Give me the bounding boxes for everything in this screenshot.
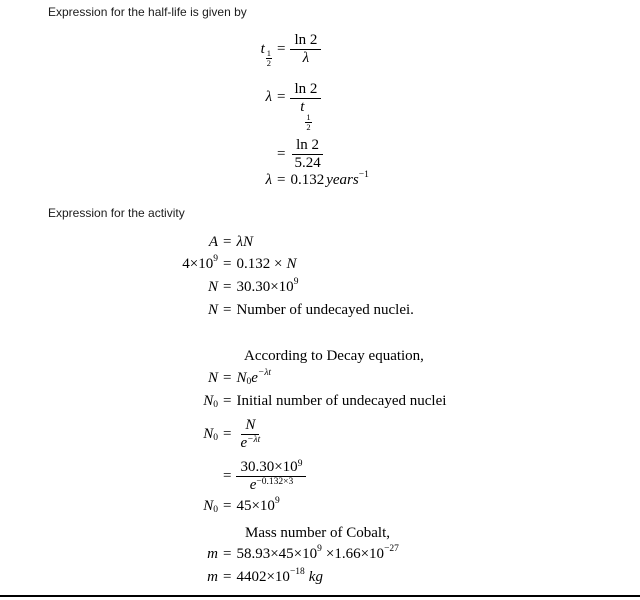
- equals-sign: =: [223, 498, 232, 514]
- exponent: 9: [317, 543, 322, 554]
- equals-sign: =: [277, 88, 286, 105]
- fraction-numerator: ln 2: [290, 81, 321, 99]
- subscript-zero: 0: [213, 433, 218, 443]
- var-N0: N: [236, 370, 247, 386]
- eq-rhs: [218, 459, 306, 495]
- fraction-denominator: [236, 435, 264, 452]
- exponent-lambda-t: −λt: [257, 367, 272, 378]
- result-value: 0.132: [290, 172, 325, 188]
- eq-lhs: [150, 498, 218, 515]
- equals-sign: =: [277, 41, 286, 58]
- fraction-numerator-N: N: [241, 417, 259, 435]
- equals-sign: =: [223, 234, 232, 250]
- eq-rhs: [218, 302, 414, 319]
- var-N0: N: [203, 498, 214, 514]
- eq-lhs: [150, 426, 218, 443]
- exponent: 9: [297, 459, 303, 469]
- half-subscript-denominator: 2: [306, 122, 311, 133]
- subscript-zero: 0: [213, 399, 218, 410]
- fraction-denominator-value: 5.24: [294, 155, 321, 172]
- half-subscript-numerator: 1: [306, 112, 311, 123]
- eq-N-value: [150, 276, 299, 296]
- exponent: 9: [213, 253, 218, 264]
- var-lambda-N: λN: [236, 234, 253, 250]
- subscript-zero: 0: [213, 504, 218, 515]
- eq-mass-value: [150, 566, 323, 586]
- mass-value: 4402×10: [236, 569, 290, 585]
- eq-rhs: [218, 566, 323, 586]
- eq-rhs: [218, 417, 264, 453]
- eq-lhs: [150, 279, 218, 296]
- exponent: −1: [358, 169, 369, 180]
- fraction: [236, 459, 306, 495]
- eq-lhs: [160, 40, 272, 69]
- eq-lhs: [150, 569, 218, 586]
- exponent: 9: [274, 495, 280, 506]
- exponent-numeric: −0.132×3: [256, 477, 294, 488]
- eq-lhs: [150, 302, 218, 319]
- eq-rhs: [272, 169, 369, 189]
- eq-rhs: [272, 32, 321, 68]
- var-N: N: [207, 302, 218, 318]
- equals-sign: =: [223, 393, 232, 409]
- eq-N0-meaning: [150, 393, 446, 410]
- fraction-denominator-thalf: [296, 99, 315, 133]
- equals-sign: =: [277, 172, 286, 188]
- eq-thalf-definition: [160, 32, 321, 68]
- equals-sign: =: [223, 279, 232, 295]
- var-lambda: λ: [265, 172, 272, 188]
- fraction: [290, 137, 324, 173]
- half-subscript-numerator: 1: [266, 48, 271, 59]
- eq-lambda-value: [160, 169, 369, 189]
- eq-rhs: [272, 76, 321, 133]
- var-e: e: [251, 370, 258, 386]
- caption-mass-number: Mass number of Cobalt,: [245, 525, 390, 541]
- eq-N0-substitution: [150, 459, 306, 495]
- fraction: [290, 81, 321, 133]
- equals-sign: =: [223, 426, 232, 443]
- eq-lambda-definition: [160, 76, 321, 133]
- eq-mass-calculation: [150, 543, 399, 563]
- eq-rhs: [218, 367, 272, 387]
- eq-activity-substitution: [150, 253, 297, 273]
- half-subscript: [266, 49, 272, 68]
- mass-factors-2: ×1.66×10: [325, 546, 385, 562]
- equals-sign: =: [223, 468, 232, 485]
- fraction: [236, 417, 264, 453]
- eq-lhs: [150, 234, 218, 251]
- mass-factors-1: 58.93×45×10: [236, 546, 318, 562]
- eq-rhs: [218, 543, 399, 563]
- eq-N0-definition: [150, 417, 264, 453]
- coefficient: 0.132 ×: [236, 256, 283, 272]
- fraction-denominator-lambda: λ: [302, 50, 310, 67]
- eq-lambda-substitution: [160, 137, 325, 173]
- fraction-numerator: [236, 459, 306, 477]
- var-N: N: [286, 256, 297, 272]
- eq-rhs: [272, 137, 325, 173]
- equals-sign: =: [223, 569, 232, 585]
- heading-half-life: Expression for the half-life is given by: [48, 5, 247, 19]
- fraction-numerator: ln 2: [292, 137, 323, 155]
- eq-activity-definition: [150, 234, 253, 251]
- equals-sign: =: [223, 256, 232, 272]
- eq-rhs: [218, 276, 299, 296]
- fraction-numerator: ln 2: [290, 32, 321, 50]
- heading-activity: Expression for the activity: [48, 206, 185, 220]
- eq-decay-law: [150, 367, 272, 387]
- eq-lhs: [150, 393, 218, 410]
- unit-kg: kg: [308, 569, 323, 585]
- eq-N-meaning: [150, 302, 414, 319]
- var-N0: N: [203, 426, 214, 443]
- var-N: N: [207, 279, 218, 295]
- N0-value: 45×10: [236, 498, 275, 514]
- fraction: [290, 32, 321, 68]
- subscript-zero: 0: [246, 376, 252, 387]
- fraction-denominator: [246, 477, 298, 494]
- exponent-lambda-t: −λt: [247, 435, 261, 446]
- eq-rhs: [218, 495, 280, 515]
- var-e: e: [249, 477, 257, 494]
- eq-lhs: [160, 89, 272, 106]
- var-A: A: [208, 234, 218, 250]
- eq-lhs: [150, 546, 218, 563]
- eq-rhs: [218, 393, 446, 410]
- eq-rhs: [218, 256, 296, 273]
- var-lambda: λ: [265, 88, 272, 105]
- var-N0: N: [203, 393, 214, 409]
- N-description: Number of undecayed nuclei.: [236, 302, 414, 318]
- eq-N0-value: [150, 495, 280, 515]
- half-subscript-denominator: 2: [266, 58, 271, 69]
- eq-lhs: [150, 370, 218, 387]
- var-e: e: [240, 435, 248, 452]
- equals-sign: =: [277, 146, 286, 163]
- var-m: m: [207, 569, 218, 585]
- exponent: 9: [293, 276, 299, 287]
- equals-sign: =: [223, 302, 232, 318]
- equals-sign: =: [223, 370, 232, 386]
- numerator-value: 30.30×10: [240, 459, 298, 475]
- equals-sign: =: [223, 546, 232, 562]
- bottom-rule: [0, 595, 640, 597]
- eq-lhs: [160, 172, 272, 189]
- exponent: −18: [289, 566, 305, 577]
- var-m: m: [207, 546, 218, 562]
- half-subscript: [305, 113, 311, 132]
- exponent: −27: [384, 543, 399, 554]
- eq-rhs: [218, 234, 253, 251]
- N-value: 30.30×10: [236, 279, 294, 295]
- caption-decay-equation: According to Decay equation,: [244, 348, 424, 364]
- var-N: N: [207, 370, 218, 386]
- unit-years: years: [326, 172, 359, 188]
- N0-description: Initial number of undecayed nuclei: [236, 393, 447, 409]
- activity-value: 4×10: [182, 256, 214, 272]
- var-t: t: [300, 99, 305, 116]
- var-t: t: [260, 41, 265, 58]
- eq-lhs: [150, 253, 218, 273]
